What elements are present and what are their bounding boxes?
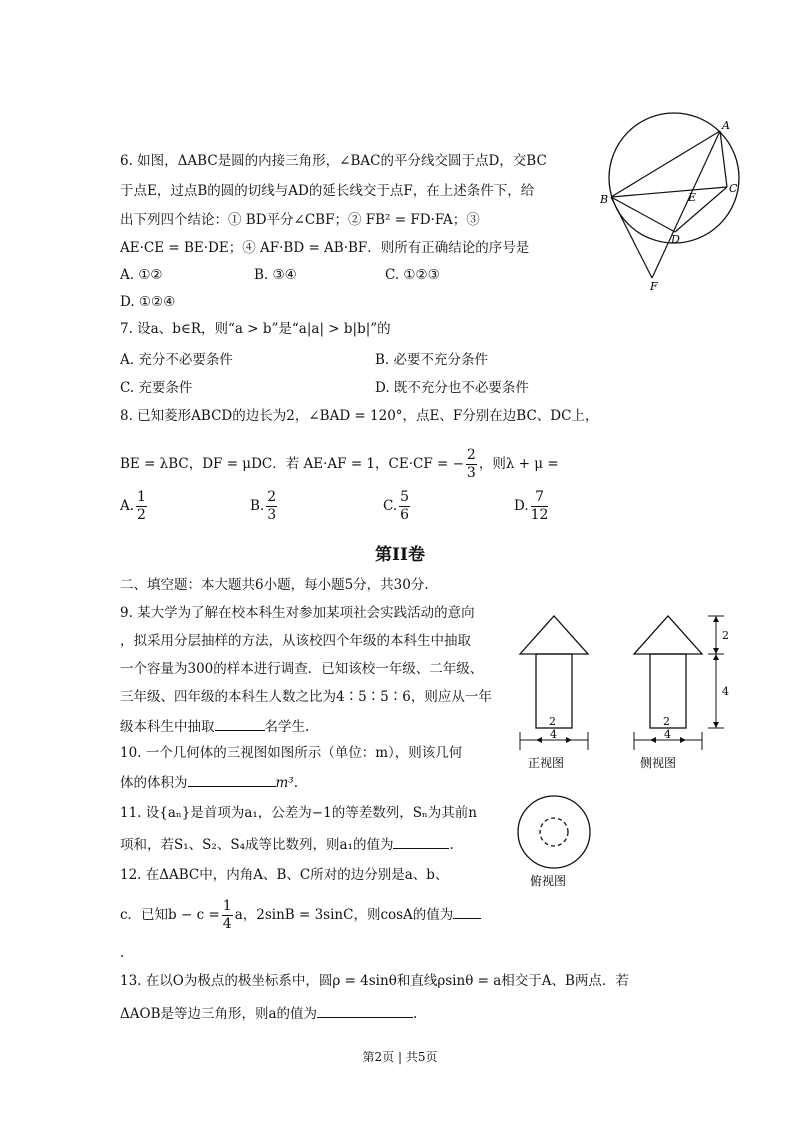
q6-line-2: 于点E，过点B的圆的切线与AD的延长线交于点F，在上述条件下，给 xyxy=(120,183,535,199)
q13-line-1: 13. 在以O为极点的极坐标系中，圆ρ = 4sinθ和直线ρsinθ = a相交于A、B两点．若 xyxy=(120,973,629,989)
q6-line-4: AE·CE = BE·DE；④ AF·BD = AB·BF．则所有正确结论的序号是 xyxy=(120,240,530,256)
q13-answer-blank xyxy=(317,1003,413,1018)
q6-option-d: D. ①②④ xyxy=(120,294,176,310)
q8-line-2-text: BE = λBC，DF = μDC．若 AE·AF = 1，CE·CF = − xyxy=(120,456,464,472)
front-view-caption: 正视图 xyxy=(528,756,565,770)
q7-option-c: C. 充要条件 xyxy=(120,380,193,396)
q7-option-a: A. 充分不必要条件 xyxy=(120,352,233,368)
label-a: A xyxy=(722,119,730,132)
q6-option-a: A. ①② xyxy=(120,267,163,283)
q8-fraction: $\frac{2}{3}$ xyxy=(466,447,476,481)
q10-line-2: 体的体积为 m³. xyxy=(120,772,298,792)
q8-option-c: C. $\frac{5}{6}$ xyxy=(383,489,410,523)
q11-line-2: 项和，若S₁、S₂、S₄成等比数列，则a₁的值为 . xyxy=(120,834,454,854)
q6-line-3: 出下列四个结论：① BD平分∠CBF；② FB² = FD·FA；③ xyxy=(120,212,480,228)
q7-stem: 7. 设a、b∈R，则“a > b”是“a|a| > b|b|”的 xyxy=(120,321,391,337)
q12-line-3: . xyxy=(120,945,125,961)
q7-option-d: D. 既不充分也不必要条件 xyxy=(375,380,529,396)
q8-line-2-end: ，则λ + μ = xyxy=(478,456,559,472)
q12-line-1: 12. 在ΔABC中，内角A、B、C所对的边分别是a、b、 xyxy=(120,867,449,883)
front-inner-dim: 2 xyxy=(549,715,556,728)
label-c: C xyxy=(729,182,738,195)
q9-line-3: 一个容量为300的样本进行调查．已知该校一年级、二年级、 xyxy=(120,661,484,677)
q11-line-1: 11. 设{aₙ}是首项为a₁，公差为−1的等差数列，Sₙ为其前n xyxy=(120,805,477,821)
section-title: 第II卷 xyxy=(375,545,425,565)
section-intro: 二、填空题：本大题共6小题，每小题5分，共30分. xyxy=(120,577,429,593)
side-view-caption: 侧视图 xyxy=(640,756,677,770)
q12-line-2: c．已知b − c = $\frac{1}{4}$ a，2sinB = 3sinC，则cosA的值为 xyxy=(120,895,481,935)
q8-option-a: A. $\frac{1}{2}$ xyxy=(120,489,146,523)
label-d: D xyxy=(671,233,680,246)
q9-line-2: ，拟采用分层抽样的方法，从该校四个年级的本科生中抽取 xyxy=(120,633,471,649)
q6-option-c: C. ①②③ xyxy=(385,267,440,283)
q8-option-d: D. $\frac{7}{12}$ xyxy=(514,489,549,523)
q8-line-2 xyxy=(120,444,559,484)
three-views-figure xyxy=(510,608,750,898)
q8-line-1: 8. 已知菱形ABCD的边长为2，∠BAD = 120°，点E、F分别在边BC、DC上， xyxy=(120,408,599,424)
height-dim-top: 2 xyxy=(722,629,729,642)
q7-option-b: B. 必要不充分条件 xyxy=(375,352,489,368)
q10-line-1: 10. 一个几何体的三视图如图所示（单位：m），则该几何 xyxy=(120,745,463,761)
label-b: B xyxy=(600,193,609,206)
side-inner-dim: 2 xyxy=(663,715,670,728)
q10-answer-blank xyxy=(188,772,276,787)
q6-option-b: B. ③④ xyxy=(254,267,297,283)
q12-answer-blank xyxy=(453,904,481,919)
q6-circle-figure xyxy=(596,108,756,298)
top-view-caption: 俯视图 xyxy=(530,874,567,888)
q9-answer-blank xyxy=(215,716,265,731)
front-width-dim: 4 xyxy=(550,728,557,741)
page-footer: 第2页 | 共5页 xyxy=(362,1050,438,1064)
label-e: E xyxy=(688,191,697,204)
q9-line-1: 9. 某大学为了解在校本科生对参加某项社会实践活动的意向 xyxy=(120,605,475,621)
q8-option-b: B. $\frac{2}{3}$ xyxy=(250,489,277,523)
q9-line-5: 级本科生中抽取 名学生. xyxy=(120,716,309,736)
label-f: F xyxy=(650,280,658,293)
side-width-dim: 4 xyxy=(664,728,671,741)
height-dim-bottom: 4 xyxy=(722,685,729,698)
q13-line-2: ΔAOB是等边三角形，则a的值为 . xyxy=(120,1003,417,1023)
q11-answer-blank xyxy=(393,834,449,849)
q6-line-1: 6. 如图，ΔABC是圆的内接三角形，∠BAC的平分线交圆于点D，交BC xyxy=(120,153,547,169)
q9-line-4: 三年级、四年级的本科生人数之比为4∶5∶5∶6，则应从一年 xyxy=(120,689,492,705)
